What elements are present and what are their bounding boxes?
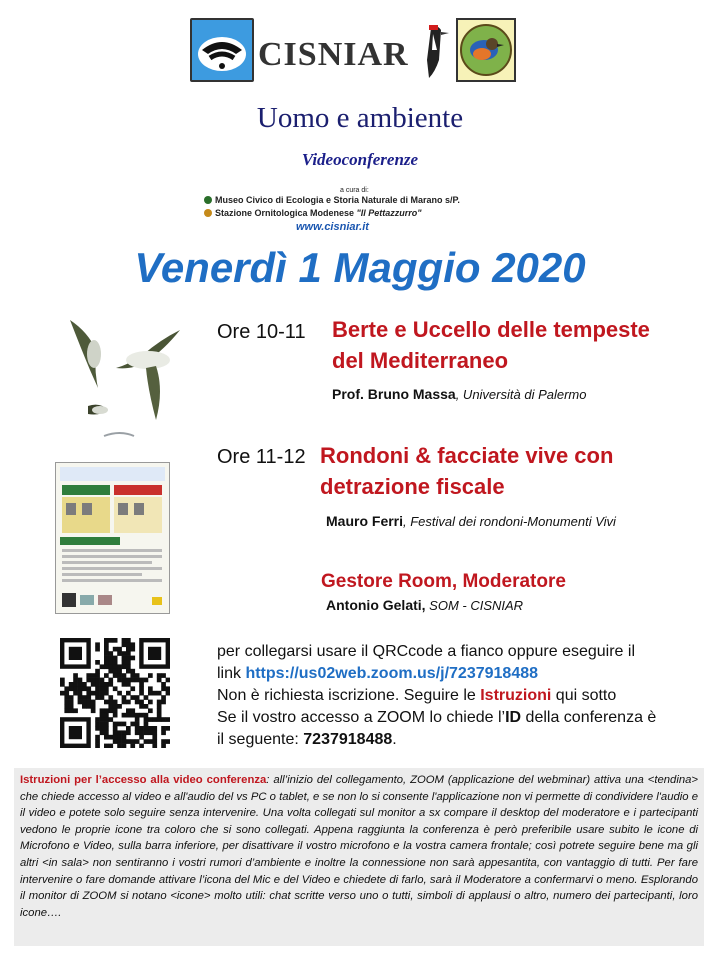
subtitle: Uomo e ambiente [256,102,464,134]
curated-by-label: a cura di: [340,187,369,194]
instructions-body: : all’inizio del collegamento, ZOOM (applicazione del webminar) attiva una <tendina> che chiede accesso al video e all'audio del vs PC o tablet, e se non lo si consente l'applicazione non vi permette di condividere l'audio e il video e potete solo seguire senza intervenire. Una volta collegati sul monitor a sx compare il desktop del moderatore e i partecipanti vedono le proprie icone tra coloro che si sono collegati. Appena raggiunta la conferenza è però preferibile usare subito le icone di Microfono e Video, sulla barra inferiore, per disattivare il vostro microfono e la vostra camera frontale; così potrete seguire bene ma gli altri <in sala> non sentiranno i vostri rumori d’ambiente e inoltre la connessione non sarà appesantita, con vantaggio di tutti. Per fare intervenire o fare domande attivare l’icona del Mic e del Video e chiedete di farlo, sarà il Moderatore a confermarvi o meno. Esplorando il monitor di ZOOM si notano <icone> molto utili: chat scritte verso uno o tutti, simboli di applausi o altro, numero dei partecipanti, loro icone…. [20,774,698,919]
conference-id: 7237918488 [303,731,393,748]
organizer-station: Stazione Ornitologica Modenese "Il Pettazzurro" [204,208,422,218]
join-line-3: Non è richiesta iscrizione. Seguire le Istruzioni qui sotto [217,687,617,704]
talk-1-speaker: Prof. Bruno Massa, Università di Palermo [332,386,587,402]
instructions-box [14,768,704,946]
zoom-link[interactable]: https://us02web.zoom.us/j/7237918488 [245,665,539,682]
join-line-5: il seguente: 7237918488. [217,731,397,748]
woodpecker-icon [415,20,451,80]
bird-logo [456,18,516,82]
event-date: Venerdì 1 Maggio 2020 [134,244,586,291]
talk-2-title: Rondoni & facciate vive con detrazione fiscale [320,443,614,499]
instructions-heading: Istruzioni per l’accesso alla video conferenza [20,774,267,786]
join-line-2: link https://us02web.zoom.us/j/7237918488 [217,665,539,682]
organizer-museum: Museo Civico di Ecologia e Storia Naturale di Marano s/P. [204,195,460,205]
qr-code[interactable] [60,638,170,748]
swift-facades-poster [55,462,170,614]
talk-1-title: Berte e Uccello delle tempeste del Mediterraneo [332,317,650,373]
join-line-4: Se il vostro accesso a ZOOM lo chiede l’ID della conferenza è [217,709,657,726]
moderator-name: Antonio Gelati, SOM - CISNIAR [326,597,524,613]
talk-2-time: Ore 11-12 [217,446,306,468]
join-line-1: per collegarsi usare il QRCcode a fianco oppure eseguire il [217,643,635,660]
brand-title: CISNIAR [258,36,409,73]
museum-icon [204,196,212,204]
website-link[interactable]: www.cisniar.it [296,221,369,233]
videoconference-label: Videoconferenze [301,150,419,169]
talk-1-time: Ore 10-11 [217,321,306,343]
station-icon [204,209,212,217]
seabirds-illustration [60,310,185,445]
moderator-role: Gestore Room, Moderatore [321,571,566,592]
talk-2-speaker: Mauro Ferri, Festival dei rondoni-Monumenti Vivi [326,513,616,529]
badger-logo [190,18,254,82]
join-instructions [217,641,687,751]
